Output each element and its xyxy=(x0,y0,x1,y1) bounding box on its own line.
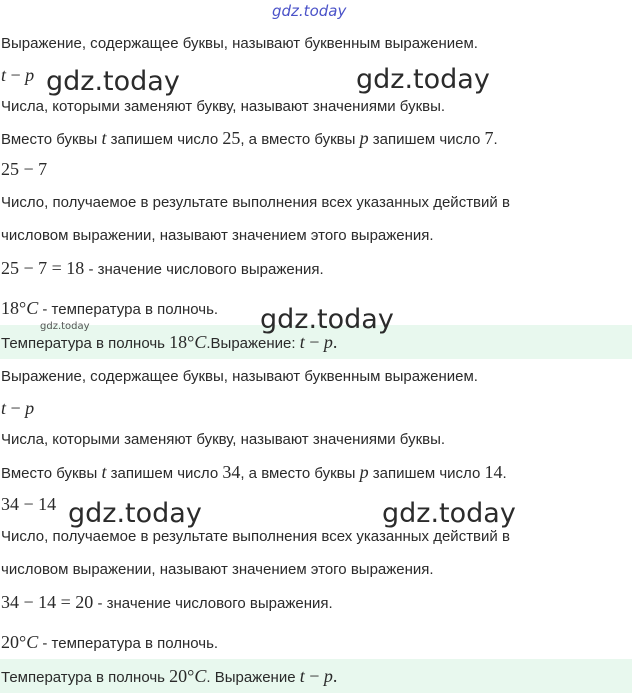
variable-t: t xyxy=(101,462,107,482)
watermark: gdz.today xyxy=(356,64,490,95)
text: запишем число xyxy=(368,131,485,148)
variable-t: t xyxy=(101,128,107,148)
watermark: gdz.today xyxy=(46,66,180,97)
definition-expression-value-line1: Число, получаемое в результате выполнения всех указанных действий в xyxy=(1,528,510,545)
answer-temperature: 20 xyxy=(169,666,188,686)
p-value: 7 xyxy=(484,128,494,148)
definition-expression-value-line2: числовом выражении, называют значением этого выражения. xyxy=(1,227,434,244)
t-value: 25 xyxy=(222,128,241,148)
text: Вместо буквы xyxy=(1,131,102,148)
watermark-small: gdz.today xyxy=(40,321,90,332)
definition-expression-value-line2: числовом выражении, называют значением этого выражения. xyxy=(1,561,434,578)
p-value: 14 xyxy=(484,462,503,482)
answer-box xyxy=(0,659,632,693)
text: запишем число xyxy=(106,465,223,482)
numeric-expression xyxy=(0,152,632,186)
text: Вместо буквы xyxy=(1,465,102,482)
minus-sign: − xyxy=(6,65,26,85)
text: , а вместо буквы xyxy=(240,131,360,148)
definition-letter-values: Числа, которыми заменяют букву, называют значениями буквы. xyxy=(1,98,446,115)
substitution-sentence xyxy=(0,121,632,155)
t-value: 34 xyxy=(222,462,241,482)
result-math: 34 − 14 = 20 xyxy=(1,592,94,612)
answer-temperature: 18 xyxy=(169,332,188,352)
watermark-top: gdz.today xyxy=(272,2,347,20)
answer-text: . Выражение xyxy=(206,669,300,686)
definition-expression-value-line1: Число, получаемое в результате выполнения всех указанных действий в xyxy=(1,194,510,211)
minus-sign: − xyxy=(304,332,324,352)
variable-p: p xyxy=(323,332,333,352)
degree-sign: ° xyxy=(19,298,27,318)
numeric-expression-math: 34 − 14 xyxy=(1,494,57,514)
numeric-expression-math: 25 − 7 xyxy=(1,159,48,179)
degree-sign: ° xyxy=(187,332,195,352)
watermark: gdz.today xyxy=(260,304,394,335)
celsius-letter: C xyxy=(194,332,207,352)
definition-letter-expression: Выражение, содержащее буквы, называют буквенным выражением. xyxy=(1,35,478,52)
period: . xyxy=(332,666,338,686)
answer-text: Температура в полночь xyxy=(1,669,170,686)
variable-t: t xyxy=(299,666,305,686)
letter-expression xyxy=(0,58,632,95)
definition-letter-values: Числа, которыми заменяют букву, называют значениями буквы. xyxy=(1,431,446,448)
celsius-letter: C xyxy=(26,632,39,652)
celsius-letter: C xyxy=(26,298,39,318)
watermark: gdz.today xyxy=(382,498,516,529)
temperature-line xyxy=(0,625,632,659)
watermark: gdz.today xyxy=(68,498,202,529)
answer-text: .Выражение: xyxy=(206,335,300,352)
variable-p: p xyxy=(359,128,369,148)
variable-p: p xyxy=(359,462,369,482)
variable-t: t xyxy=(1,65,7,85)
minus-sign: − xyxy=(6,398,26,418)
variable-p: p xyxy=(323,666,333,686)
variable-t: t xyxy=(299,332,305,352)
temperature-text: - температура в полночь. xyxy=(38,301,219,318)
degree-sign: ° xyxy=(187,666,195,686)
definition-letter-expression: Выражение, содержащее буквы, называют буквенным выражением. xyxy=(1,368,478,385)
celsius-letter: C xyxy=(194,666,207,686)
answer-text: Температура в полночь xyxy=(1,335,170,352)
text: запишем число xyxy=(368,465,485,482)
text: запишем число xyxy=(106,131,223,148)
numeric-expression-result xyxy=(0,251,632,285)
letter-expression xyxy=(0,391,632,425)
result-text: - значение числового выражения. xyxy=(84,261,324,278)
variable-p: p xyxy=(25,65,35,85)
temperature-value: 20 xyxy=(1,632,19,652)
variable-t: t xyxy=(1,398,7,418)
temperature-text: - температура в полночь. xyxy=(38,635,219,652)
degree-sign: ° xyxy=(19,632,27,652)
result-math: 25 − 7 = 18 xyxy=(1,258,85,278)
period: . xyxy=(332,332,338,352)
numeric-expression-result xyxy=(0,585,632,619)
variable-p: p xyxy=(25,398,35,418)
temperature-value: 18 xyxy=(1,298,19,318)
minus-sign: − xyxy=(304,666,324,686)
text: . xyxy=(502,465,507,482)
substitution-sentence xyxy=(0,455,632,489)
result-text: - значение числового выражения. xyxy=(93,595,333,612)
text: . xyxy=(493,131,498,148)
text: , а вместо буквы xyxy=(240,465,360,482)
